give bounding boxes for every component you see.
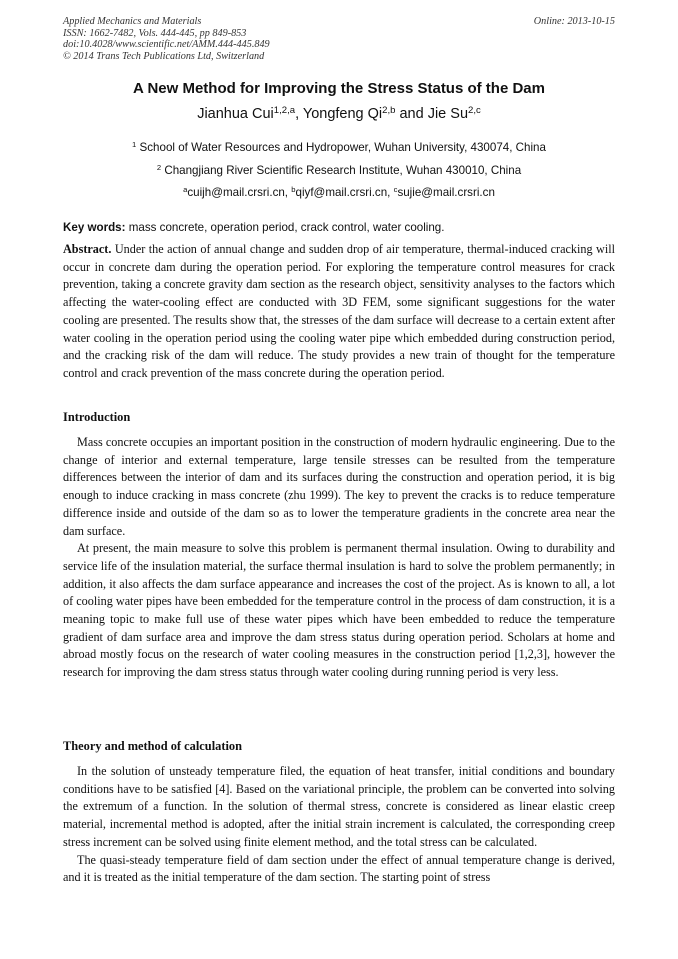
email-sup: a [183,184,188,194]
keywords-label: Key words: [63,221,126,234]
journal-header [63,16,270,62]
doi-line: doi:10.4028/www.scientific.net/AMM.444-445.849 [63,39,270,50]
journal-name: Applied Mechanics and Materials [63,16,202,27]
author-sup: 2,b [382,104,396,116]
affiliation-text: Changjiang River Scientific Research Institute, Wuhan 430010, China [164,164,522,177]
abstract-text: Under the action of annual change and sudden drop of air temperature, thermal-induced cracking will occur in concrete dam during the operation period. For exploring the temperature control measures for crack prevention, taking a concrete gravity dam section as the research object, sensitivity analyses to the factors which affecting the water-cooling effect are conducted with 3D FEM, some significant suggestions for the water cooling are presented. The results show that, the stresses of the dam surface will decrease to a certain extent after water cooling in the operation period using the cooling water pipe which embedded during construction period, and the cracking risk of the dam will reduce. The study provides a new train of thought for the temperature control and crack prevention of the mass concrete during the operation period. [63,242,615,380]
keywords-text: mass concrete, operation period, crack control, water cooling. [125,221,445,234]
author-name: Jianhua Cui [197,106,274,122]
email-link[interactable]: sujie@mail.crsri.cn [397,186,495,199]
author-list [0,106,678,122]
section-heading-introduction: Introduction [63,410,131,424]
email-link[interactable]: cuijh@mail.crsri.cn, [187,186,292,199]
copyright-line: © 2014 Trans Tech Publications Ltd, Switzerland [63,50,265,62]
theory-body [63,763,615,887]
author-sup: 2,c [468,104,481,116]
paragraph: The quasi-steady temperature field of dam section under the effect of annual temperature change is derived, and it is treated as the initial temperature of the dam section. The starting point of stress [63,852,615,885]
author-sep: , [295,106,303,122]
paper-title: A New Method for Improving the Stress Status of the Dam [133,80,545,97]
affiliation-1 [0,141,678,154]
author-sup: 1,2,a [273,104,296,116]
email-sup: b [291,184,296,194]
email-line [0,186,678,199]
paragraph: Mass concrete occupies an important position in the construction of modern hydraulic engineering. Due to the change of interior and external temperature, large tensile stresses can be resulted from the temperature differences between the interior of dam and its surfaces during the construction and operation period, it is big enough to induce cracking in mass concrete (zhu 1999). The key to prevent the cracks is to reduce temperature difference inside and outside of the dam so as to lower the temperature gradients in the concrete area near the dam surface. [63,435,615,538]
email-link[interactable]: qiyf@mail.crsri.cn, [295,186,394,199]
keywords [63,221,615,234]
affiliation-sup: 1 [132,139,137,149]
paragraph: At present, the main measure to solve this problem is permanent thermal insulation. Owing to durability and service life of the insulation material, the surface thermal insulation is hard to solve the problem permanently; in addition, it also affects the dam surface appearance and increases the cost of the project. As is known to all, a lot of cooling water pipes have been embedded for the temperature control in the process of dam construction, it is a meaning topic to make full use of these water pipes which have been embedded to reduce the temperature gradient of dam surface area and improve the dam stress status during operation period. Scholars at home and abroad mostly focus on the research of water cooling measures in the construction period [1,2,3], however the research for improving the dam stress status through water cooling during running period is very less. [63,541,615,680]
online-date: Online: 2013-10-15 [533,16,615,27]
paragraph: In the solution of unsteady temperature filed, the equation of heat transfer, initial conditions and boundary conditions have to be satisfied [4]. Based on the variational principle, the problem can be converted into solving the extremum of a function. In the solution of thermal stress, concrete is considered as linear elastic creep material, incremental method is adopted, after the initial strain increment is calculated, the corresponding creep stress increment can be solved using finite element method, and the total stress can be calculated. [63,764,615,849]
affiliation-sup: 2 [156,162,162,172]
introduction-body [63,434,615,682]
issn-line: ISSN: 1662-7482, Vols. 444-445, pp 849-853 [63,27,247,39]
author-sep: and [395,106,428,122]
abstract [63,241,615,383]
author-name: Jie Su [427,106,469,122]
author-name: Yongfeng Qi [302,106,383,122]
affiliation-2 [0,164,678,177]
email-sup: c [393,184,398,194]
section-heading-theory: Theory and method of calculation [63,739,242,753]
affiliation-text: School of Water Resources and Hydropower, Wuhan University, 430074, China [139,141,546,154]
abstract-label: Abstract. [63,242,112,256]
